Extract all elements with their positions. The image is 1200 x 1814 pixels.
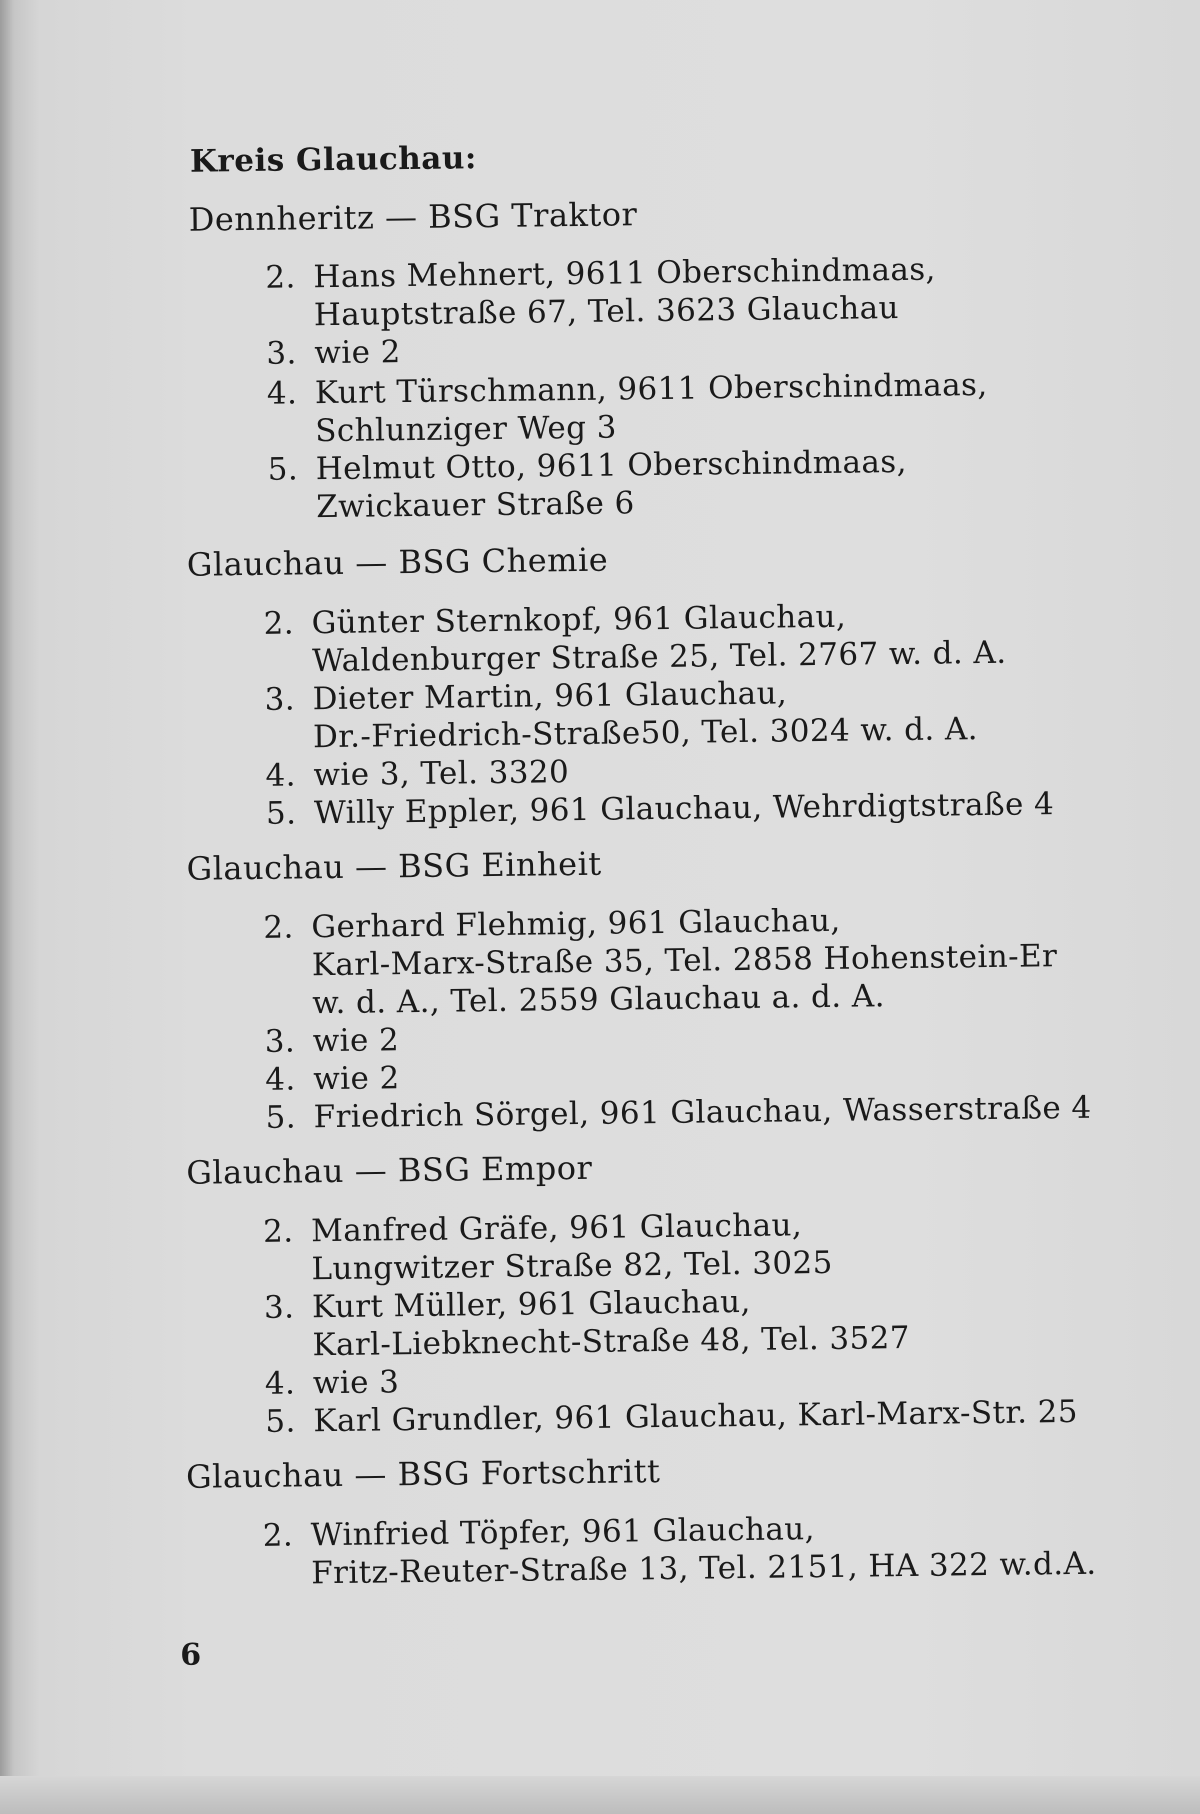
entry-number: 3. <box>263 1289 295 1326</box>
entry-number: 2. <box>262 1517 294 1554</box>
page-number: 6 <box>180 1637 202 1673</box>
entry-line: Kurt Türschmann, 9611 Oberschindmaas, <box>314 366 988 412</box>
entry-number: 3. <box>264 681 296 718</box>
entry-line: Karl-Marx-Straße 35, Tel. 2858 Hohenstein-Er <box>311 938 1058 984</box>
entry-line: wie 2 <box>312 1022 400 1060</box>
entry-line: wie 2 <box>314 334 401 372</box>
entry-line: Zwickauer Straße 6 <box>315 485 635 526</box>
entry-number: 5. <box>265 795 297 832</box>
entry-number: 5. <box>267 451 299 488</box>
entry-line: Waldenburger Straße 25, Tel. 2767 w. d. A. <box>311 634 1007 680</box>
entry-line: Gerhard Flehmig, 961 Glauchau, <box>311 902 841 946</box>
entry-number: 2. <box>263 909 294 946</box>
entry-line: wie 3 <box>312 1364 400 1402</box>
club-heading-einheit: Glauchau — BSG Einheit <box>186 844 602 888</box>
entry-line: Lungwitzer Straße 82, Tel. 3025 <box>311 1244 833 1288</box>
entry-number: 4. <box>265 757 297 794</box>
entry-line: Karl Grundler, 961 Glauchau, Karl-Marx-Str. 25 <box>313 1393 1079 1440</box>
club-heading-fortschritt: Glauchau — BSG Fortschritt <box>185 1452 661 1496</box>
club-heading-empor: Glauchau — BSG Empor <box>186 1148 593 1192</box>
entry-number: 2. <box>262 1213 294 1250</box>
entry-line: Fritz-Reuter-Straße 13, Tel. 2151, HA 322 w.d.A. <box>311 1545 1097 1592</box>
entry-line: Helmut Otto, 9611 Oberschindmaas, <box>315 443 908 488</box>
entry-number: 2. <box>263 605 295 642</box>
entry-number: 5. <box>265 1099 297 1136</box>
entry-line: Hauptstraße 67, Tel. 3623 Glauchau <box>313 290 900 334</box>
entry-number: 2. <box>265 259 297 296</box>
entry-line: Winfried Töpfer, 961 Glauchau, <box>310 1511 816 1554</box>
entry-line: Willy Eppler, 961 Glauchau, Wehrdigtstraße 4 <box>313 786 1055 832</box>
entry-line: w. d. A., Tel. 2559 Glauchau a. d. A. <box>312 978 886 1022</box>
entry-number: 3. <box>264 1023 296 1060</box>
club-heading-traktor: Dennheritz — BSG Traktor <box>188 195 638 239</box>
entry-number: 4. <box>264 1365 296 1402</box>
entry-number: 4. <box>266 375 298 412</box>
entry-line: Kurt Müller, 961 Glauchau, <box>311 1283 751 1326</box>
entry-line: Günter Sternkopf, 961 Glauchau, <box>311 598 847 642</box>
district-heading: Kreis Glauchau: <box>189 140 478 180</box>
entry-line: Manfred Gräfe, 961 Glauchau, <box>310 1207 803 1250</box>
club-heading-chemie: Glauchau — BSG Chemie <box>186 540 609 584</box>
entry-line: Dr.-Friedrich-Straße50, Tel. 3024 w. d. A. <box>312 711 979 756</box>
entry-number: 5. <box>265 1403 296 1440</box>
entry-line: Karl-Liebknecht-Straße 48, Tel. 3527 <box>312 1319 911 1364</box>
entry-number: 4. <box>264 1061 296 1098</box>
entry-line: wie 2 <box>312 1060 400 1098</box>
entry-line: Friedrich Sörgel, 961 Glauchau, Wasserstraße 4 <box>313 1089 1092 1136</box>
entry-line: Dieter Martin, 961 Glauchau, <box>312 675 788 718</box>
entry-line: Schlunziger Weg 3 <box>315 409 617 450</box>
entry-number: 3. <box>266 335 297 372</box>
entry-line: Hans Mehnert, 9611 Oberschindmaas, <box>313 251 937 296</box>
entry-line: wie 3, Tel. 3320 <box>313 754 570 794</box>
